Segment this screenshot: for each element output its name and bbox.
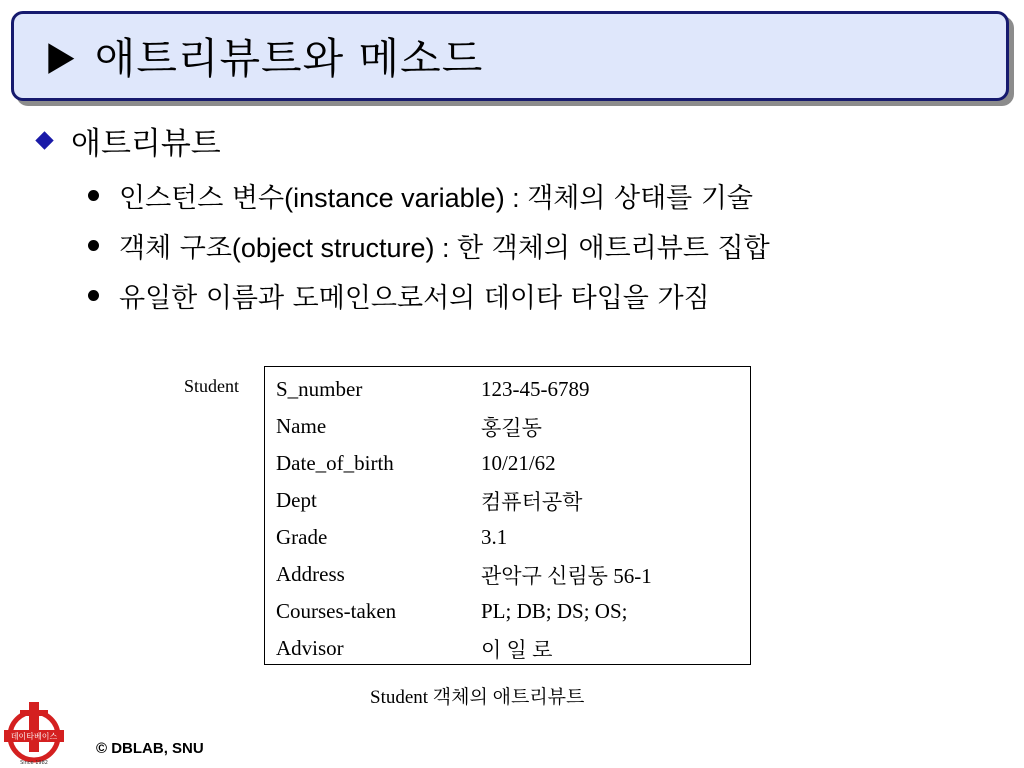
- attribute-value: 홍길동: [481, 415, 542, 440]
- svg-text:Since 1982: Since 1982: [20, 760, 48, 766]
- copyright-text: © DBLAB, SNU: [96, 740, 204, 757]
- bullet-text: 인스턴스 변수(instance variable) : 객체의 상태를 기술: [119, 182, 754, 214]
- table-row: [265, 371, 750, 408]
- bullet-item: [88, 220, 770, 270]
- table-row: [265, 556, 750, 593]
- bullet-dot-icon: [88, 290, 99, 301]
- attribute-value: 10/21/62: [481, 451, 556, 475]
- table-row: [265, 519, 750, 556]
- slide-title: 애트리뷰트와 메소드: [94, 34, 484, 83]
- attribute-name: Courses-taken: [276, 599, 397, 623]
- table-label: Student: [184, 376, 240, 396]
- table-row: [265, 593, 750, 630]
- attribute-name: Address: [276, 562, 345, 586]
- attribute-name: Name: [276, 414, 327, 438]
- table-row: [265, 445, 750, 482]
- attribute-value: 123-45-6789: [481, 377, 590, 401]
- bullet-text: 유일한 이름과 도메인으로서의 데이타 타입을 가짐: [119, 282, 710, 314]
- table-row: [265, 408, 750, 445]
- section-heading: [38, 118, 221, 163]
- svg-text:데이타베이스: 데이타베이스: [10, 732, 58, 741]
- attribute-name: Date_of_birth: [276, 451, 394, 475]
- play-arrow-icon: ▶: [48, 33, 75, 79]
- attribute-value: 3.1: [481, 525, 508, 549]
- section-label: 애트리뷰트: [71, 126, 221, 162]
- bullet-item: [88, 270, 770, 320]
- bullet-dot-icon: [88, 190, 99, 201]
- bullet-dot-icon: [88, 240, 99, 251]
- slide-title-box: [11, 11, 1009, 101]
- diamond-bullet-icon: [35, 131, 53, 149]
- attribute-table: [264, 366, 751, 665]
- attribute-value: 컴퓨터공학: [481, 489, 583, 514]
- attribute-value: 관악구 신림동 56-1: [481, 563, 652, 588]
- dblab-logo: [0, 700, 76, 768]
- table-row: [265, 482, 750, 519]
- table-caption: Student 객체의 애트리뷰트: [370, 687, 585, 708]
- attribute-name: Dept: [276, 488, 317, 512]
- bullet-list: [88, 170, 770, 320]
- attribute-name: S_number: [276, 377, 363, 401]
- attribute-value: PL; DB; DS; OS;: [481, 599, 628, 623]
- attribute-name: Grade: [276, 525, 328, 549]
- attribute-value: 이 일 로: [481, 637, 553, 662]
- table-row: [265, 630, 750, 667]
- attribute-name: Advisor: [276, 636, 344, 660]
- bullet-item: [88, 170, 770, 220]
- bullet-text: 객체 구조(object structure) : 한 객체의 애트리뷰트 집합: [119, 232, 770, 264]
